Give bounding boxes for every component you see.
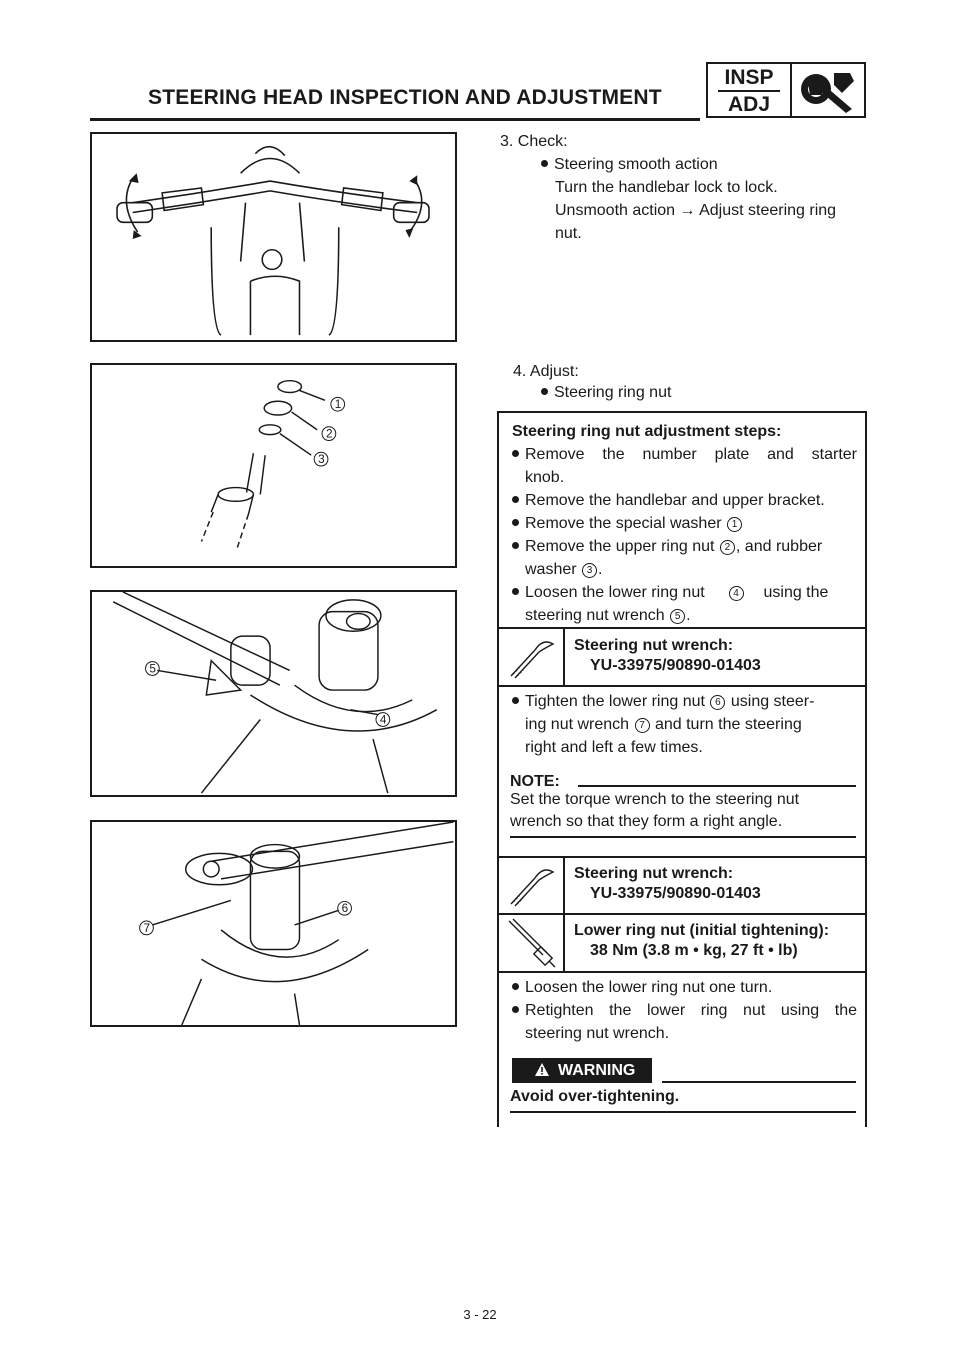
note-rule-bottom [510,836,856,838]
lower-ring-nut-figure [90,590,457,797]
proc-step-2 [512,489,825,513]
proc-step-4-c: washer [525,561,577,578]
step3-number: 3. [500,133,514,150]
tool1-part: YU-33975/90890-01403 [590,657,761,674]
proc-step-6 [512,690,814,714]
step3-line2-a: Unsmooth action [555,202,676,219]
callout-3: 3 [318,453,325,467]
proc-step-3-text: Remove the special washer [525,515,722,532]
warning-text: Avoid over-tightening. [510,1088,680,1105]
callout-ref-1: 1 [727,517,742,532]
torque-value: 38 Nm (3.8 m • kg, 27 ft • lb) [590,942,798,959]
callout-ref-5: 5 [670,609,685,624]
step4-item-text: Steering ring nut [554,384,672,401]
tool2-part: YU-33975/90890-01403 [590,885,761,902]
step3-item-text: Steering smooth action [554,156,718,173]
note-label: NOTE: [510,773,560,790]
bullet-icon [512,983,519,990]
proc-step-5-c: steering nut wrench [525,607,665,624]
callout-7: 7 [143,921,151,935]
bullet-icon [512,450,519,457]
proc-step-4-line2 [525,558,602,582]
proc-step-3 [512,512,743,536]
note-rule [578,785,856,787]
proc-step-6-d: and turn the steering [654,716,802,733]
callout-1: 1 [334,398,342,412]
divider [497,913,867,915]
step3-item [541,153,718,177]
tool1-name: Steering nut wrench: [574,637,734,654]
callout-ref-6: 6 [710,695,725,710]
proc-step-2-text: Remove the handlebar and upper bracket. [525,492,825,509]
proc-step-8-line1: Retighten the lower ring nut using the [525,1002,857,1019]
section-badge [706,62,866,118]
ring-nut-exploded-figure [90,363,457,568]
proc-step-5-a: Loosen the lower ring nut [525,584,705,601]
divider [497,971,867,973]
wrench-inspection-icon [794,67,860,115]
step3-heading [500,130,568,154]
bullet-icon [512,496,519,503]
proc-step-6-c: ing nut wrench [525,716,630,733]
page-number: 3 - 22 [463,1307,497,1322]
proc-step-1-line1: Remove the number plate and starter [525,446,857,463]
bullet-icon [512,697,519,704]
proc-step-1-line2: knob. [525,469,565,486]
divider [563,627,565,685]
callout-5: 5 [149,662,156,676]
torque-wrench-figure [90,820,457,1027]
steering-nut-wrench-icon [505,634,557,680]
callout-ref-2: 2 [720,540,735,555]
divider [497,856,867,858]
proc-step-4-a: Remove the upper ring nut [525,538,715,555]
proc-step-8-line2: steering nut wrench. [525,1025,670,1042]
proc-step-6-b: using steer- [730,693,815,710]
step3-label: Check: [517,133,568,150]
proc-step-7-text: Loosen the lower ring nut one turn. [525,979,773,996]
warning-label: WARNING [558,1062,636,1079]
steering-nut-wrench-icon [505,862,557,908]
callout-2: 2 [325,427,333,441]
step4-number: 4. [513,363,527,380]
header-rule [90,118,700,121]
torque-wrench-icon [505,917,557,969]
divider [497,685,867,687]
proc-step-7 [512,976,772,1000]
bullet-icon [512,542,519,549]
proc-step-6-line3: right and left a few times. [525,739,703,756]
procedure-title: Steering ring nut adjustment steps: [512,423,782,440]
section-badge-text [708,64,792,116]
proc-step-8 [512,999,857,1023]
bullet-icon [512,588,519,595]
callout-ref-4: 4 [729,586,744,601]
step4-item [541,381,671,405]
bullet-icon [541,388,548,395]
bullet-icon [512,1006,519,1013]
proc-step-6-line2 [525,713,802,737]
callout-ref-3: 3 [582,563,597,578]
handlebar-figure [90,132,457,342]
step3-line2-b: Adjust steering ring [699,202,837,219]
note-line1: Set the torque wrench to the steering nut [510,791,800,808]
bullet-icon [541,160,548,167]
callout-ref-7: 7 [635,718,650,733]
torque-name: Lower ring nut (initial tightening): [574,922,830,939]
note-line2: wrench so that they form a right angle. [510,813,783,830]
warning-badge [512,1058,652,1083]
page-title: STEERING HEAD INSPECTION AND ADJUSTMENT [148,86,662,109]
right-arrow-icon: → [679,202,696,219]
proc-step-1 [512,443,857,467]
proc-step-4-d: . [598,561,603,578]
warning-rule [662,1081,856,1083]
step3-line2 [555,199,836,223]
callout-6: 6 [341,902,349,916]
bullet-icon [512,519,519,526]
badge-insp: INSP [724,66,774,89]
proc-step-6-a: Tighten the lower ring nut [525,693,705,710]
proc-step-5-d: . [686,607,691,624]
proc-step-5-line2 [525,604,691,628]
proc-step-4-b: , and rubber [735,538,823,555]
proc-step-5 [512,581,828,605]
divider [497,627,867,629]
proc-step-5-b: using the [763,584,829,601]
step3-line1: Turn the handlebar lock to lock. [555,179,778,196]
proc-step-4 [512,535,822,559]
tool2-name: Steering nut wrench: [574,865,734,882]
step4-label: Adjust: [529,363,579,380]
warning-icon [534,1062,550,1077]
warning-rule-bottom [510,1111,856,1113]
badge-adj: ADJ [727,93,770,116]
step3-line3: nut. [555,225,582,242]
callout-4: 4 [379,713,387,727]
